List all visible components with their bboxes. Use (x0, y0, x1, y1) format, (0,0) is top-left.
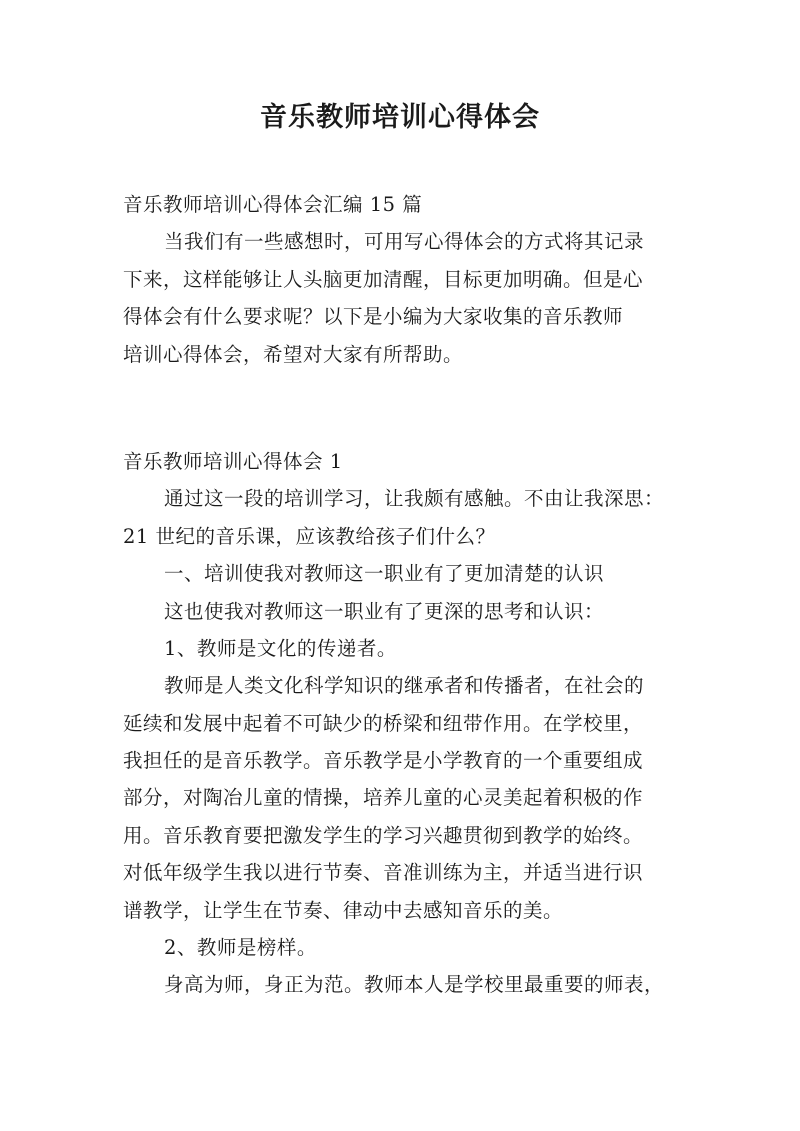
paragraph-line: 教师是人类文化科学知识的继承者和传播者，在社会的 (164, 674, 645, 698)
point-description: 这也使我对教师这一职业有了更深的思考和认识： (164, 599, 605, 623)
paragraph-line: 我担任的是音乐教学。音乐教学是小学教育的一个重要组成 (123, 749, 644, 773)
document-title: 音乐教师培训心得体会 (260, 102, 540, 133)
item-title: 2、教师是榜样。 (164, 936, 317, 960)
section-heading: 音乐教师培训心得体会 1 (123, 449, 343, 473)
item-title: 1、教师是文化的传递者。 (164, 636, 397, 660)
paragraph-line: 谱教学，让学生在节奏、律动中去感知音乐的美。 (123, 898, 564, 922)
paragraph-line: 身高为师，身正为范。教师本人是学校里最重要的师表， (164, 973, 665, 997)
intro-paragraph-line: 下来，这样能够让人头脑更加清醒，目标更加明确。但是心 (123, 267, 644, 291)
section-spacer (123, 373, 688, 443)
paragraph-line: 延续和发展中起着不可缺少的桥梁和纽带作用。在学校里， (123, 711, 644, 735)
intro-paragraph-line: 当我们有一些感想时，可用写心得体会的方式将其记录 (164, 230, 645, 254)
intro-paragraph-line: 得体会有什么要求呢？以下是小编为大家收集的音乐教师 (123, 305, 624, 329)
intro-subtitle: 音乐教师培训心得体会汇编 15 篇 (123, 193, 423, 216)
point-heading: 一、培训使我对教师这一职业有了更加清楚的认识 (164, 562, 605, 586)
paragraph-line: 用。音乐教育要把激发学生的学习兴趣贯彻到教学的始终。 (123, 823, 644, 847)
paragraph-line: 对低年级学生我以进行节奏、音准训练为主，并适当进行识 (123, 861, 644, 885)
paragraph-line: 通过这一段的培训学习，让我颇有感触。不由让我深思： (164, 487, 665, 511)
document-body (123, 186, 688, 1004)
paragraph-line: 部分，对陶冶儿童的情操，培养儿童的心灵美起着积极的作 (123, 786, 644, 810)
paragraph-line: 21 世纪的音乐课，应该教给孩子们什么？ (123, 524, 496, 548)
intro-paragraph-line: 培训心得体会，希望对大家有所帮助。 (123, 342, 464, 366)
